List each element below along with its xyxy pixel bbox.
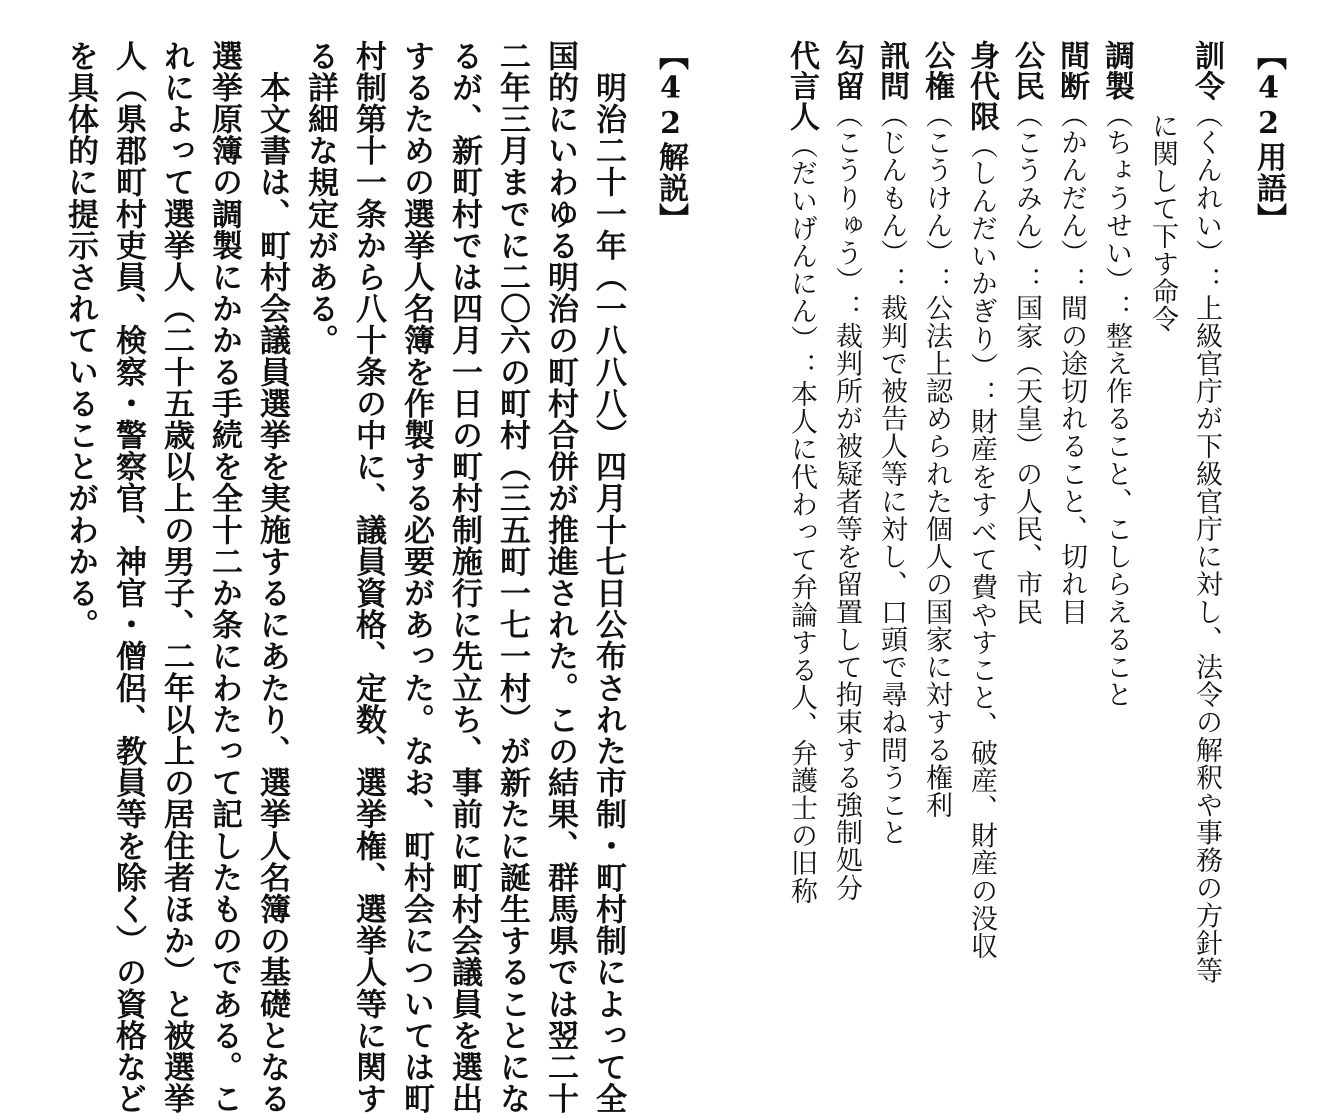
commentary-line: 明治二十一年（一八八八）四月十七日公布された市制・町村制によって全 [590, 40, 626, 1114]
glossary-heading: 【42用語】 [1251, 40, 1286, 234]
glossary-term: 間断 [1054, 40, 1089, 102]
glossary-entry-3 [1049, 40, 1093, 626]
glossary-definition: （だいげんにん）：本人に代わって弁論する人、弁護士の旧称 [786, 131, 817, 905]
commentary-line: 村制第十一条から八十条の中に、議員資格、定数、選挙権、選挙人等に関す [350, 40, 386, 1114]
glossary-entry-4 [1004, 40, 1048, 626]
commentary-line: る詳細な規定がある。 [302, 40, 338, 356]
glossary-term: 公権 [919, 40, 954, 102]
glossary-definition: （じんもん）：裁判で被告人等に対し、口頭で尋ね問うこと [876, 101, 907, 847]
commentary-line: れによって選挙人（二十五歳以上の男子、二年以上の居住者ほか）と被選挙 [158, 40, 194, 1114]
commentary-line: するための選挙人名簿を作製する必要があった。なお、町村会については町 [398, 40, 434, 1114]
glossary-definition: （こうけん）：公法上認められた個人の国家に対する権利 [921, 101, 952, 819]
glossary-term: 調製 [1099, 40, 1134, 102]
commentary-line: 人（県郡町村吏員、検察・警察官、神官・僧侶、教員等を除く）の資格など [110, 40, 146, 1114]
glossary-term: 身代限 [964, 40, 999, 132]
glossary-term: 訓令 [1189, 40, 1224, 102]
commentary-heading: 【42解説】 [653, 40, 688, 234]
glossary-definition: （こうりゅう）：裁判所が被疑者等を留置して拘束する強制処分 [831, 101, 862, 902]
glossary-definition: （ちょうせい）：整え作ること、こしらえること [1101, 101, 1132, 709]
glossary-definition: （こうみん）：国家（天皇）の人民、市民 [1011, 101, 1042, 626]
glossary-definition: （かんだん）：間の途切れること、切れ目 [1056, 101, 1087, 626]
glossary-entry-8 [824, 40, 868, 902]
glossary-entry-6 [914, 40, 958, 819]
glossary-term: 勾留 [829, 40, 864, 102]
commentary-line: るが、新町村では四月一日の町村制施行に先立ち、事前に町村会議員を選出 [446, 40, 482, 1114]
glossary-entry-5 [959, 40, 1003, 960]
glossary-term: 公民 [1009, 40, 1044, 102]
commentary-line: 本文書は、町村会議員選挙を実施するにあたり、選挙人名簿の基礎となる [254, 40, 290, 1114]
glossary-entry-2 [1094, 40, 1138, 708]
commentary-line: を具体的に提示されていることがわかる。 [62, 40, 98, 641]
glossary-entry-1 [1184, 40, 1228, 984]
glossary-definition: （くんれい）：上級官庁が下級官庁に対し、法令の解釈や事務の方針等 [1191, 101, 1222, 985]
glossary-term: 代言人 [784, 40, 819, 132]
glossary-definition: （しんだいかぎり）：財産をすべて費やすこと、破産、財産の没収 [966, 131, 997, 960]
commentary-line: 国的にいわゆる明治の町村合併が推進された。この結果、群馬県では翌二十 [542, 40, 578, 1114]
commentary-line: 選挙原簿の調製にかかる手続を全十二か条にわたって記したものである。こ [206, 40, 242, 1114]
glossary-entry-9 [779, 40, 823, 905]
glossary-entry-1-continuation: に関して下す命令 [1147, 112, 1178, 333]
glossary-term: 訊問 [874, 40, 909, 102]
glossary-entry-7 [869, 40, 913, 846]
commentary-line: 二年三月までに二〇六の町村（三五町一七一村）が新たに誕生することにな [494, 40, 530, 1114]
